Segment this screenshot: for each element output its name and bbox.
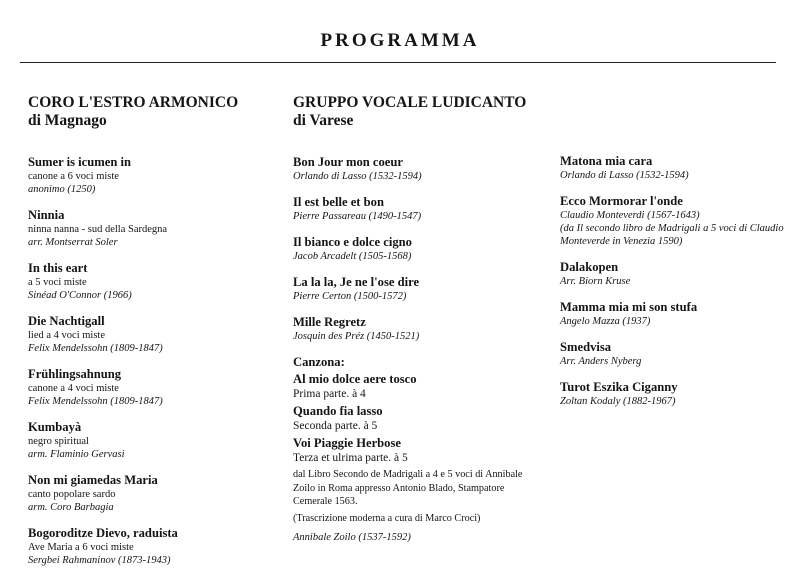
program-piece: [560, 194, 786, 248]
piece-author: Claudio Monteverdi (1567-1643): [560, 210, 700, 221]
program-piece: [28, 473, 268, 514]
program-piece: [560, 380, 786, 408]
movement-title: Voi Piaggie Herbose: [293, 436, 401, 450]
piece-author: Zoltan Kodaly (1882-1967): [560, 396, 676, 407]
piece-extra-note: (da Il secondo libro de Madrigali a 5 voci di Claudio Monteverde in Venezia 1590): [560, 223, 784, 247]
program-piece: [560, 154, 786, 182]
movement-title: Quando fia lasso: [293, 404, 383, 418]
piece-author: Pierre Certon (1500-1572): [293, 291, 407, 302]
movement-description: Terza et ulrima parte. à 5: [293, 452, 408, 464]
program-piece: [293, 235, 533, 263]
piece-description: negro spiritual: [28, 436, 89, 447]
page-title: PROGRAMMA: [320, 30, 480, 51]
program-piece: [293, 315, 533, 343]
piece-author: Arr. Biorn Kruse: [560, 276, 631, 287]
group-gruppo-vocale-ludicanto: [293, 94, 533, 544]
group-ludicanto-continued: [560, 154, 786, 420]
piece-description: canone a 4 voci miste: [28, 383, 119, 394]
group-place: di Varese: [293, 112, 354, 129]
piece-title: Bogoroditze Dievo, raduista: [28, 526, 178, 540]
group-name: GRUPPO VOCALE LUDICANTO: [293, 94, 527, 111]
group-coro-estro-armonico: [28, 94, 268, 579]
piece-title: Ecco Mormorar l'onde: [560, 194, 683, 208]
piece-author: arr. Montserrat Soler: [28, 237, 118, 248]
canzona-movement: [293, 404, 533, 433]
program-piece: [293, 275, 533, 303]
piece-title: Il bianco e dolce cigno: [293, 235, 412, 249]
piece-title: Turot Eszika Ciganny: [560, 380, 678, 394]
piece-title: Die Nachtigall: [28, 314, 105, 328]
piece-title: Kumbayà: [28, 420, 82, 434]
piece-author: arm. Coro Barbagia: [28, 502, 114, 513]
piece-title: Mille Regretz: [293, 315, 366, 329]
program-piece: [560, 340, 786, 368]
movement-description: Prima parte. à 4: [293, 388, 366, 400]
canzona-author: Annibale Zoilo (1537-1592): [293, 531, 411, 543]
group-place: di Magnago: [28, 112, 107, 129]
program-piece: [28, 208, 268, 249]
piece-title: Ninnia: [28, 208, 65, 222]
program-piece: [560, 300, 786, 328]
piece-author: Josquin des Préz (1450-1521): [293, 331, 420, 342]
piece-title: In this eart: [28, 261, 88, 275]
program-piece: [28, 314, 268, 355]
program-piece: [28, 155, 268, 196]
piece-title: Non mi giamedas Maria: [28, 473, 158, 487]
program-piece: [293, 155, 533, 183]
piece-title: Dalakopen: [560, 260, 619, 274]
piece-title: Sumer is icumen in: [28, 155, 131, 169]
piece-title: Frühlingsahnung: [28, 367, 122, 381]
piece-author: Orlando di Lasso (1532-1594): [293, 171, 422, 182]
piece-description: a 5 voci miste: [28, 277, 87, 288]
piece-description: lied a 4 voci miste: [28, 330, 105, 341]
piece-title: Mamma mia mi son stufa: [560, 300, 698, 314]
canzona-movement: [293, 436, 533, 465]
piece-author: Orlando di Lasso (1532-1594): [560, 170, 689, 181]
piece-description: Ave Maria a 6 voci miste: [28, 542, 134, 553]
piece-author: Felix Mendelssohn (1809-1847): [28, 396, 163, 407]
group-name: CORO L'ESTRO ARMONICO: [28, 94, 239, 111]
program-piece: [28, 420, 268, 461]
piece-author: Sergbei Rahmaninov (1873-1943): [28, 555, 171, 566]
piece-author: arm. Flaminio Gervasi: [28, 449, 125, 460]
piece-title: Il est belle et bon: [293, 195, 384, 209]
piece-author: Felix Mendelssohn (1809-1847): [28, 343, 163, 354]
program-piece: [28, 261, 268, 302]
canzona-movement: [293, 372, 533, 401]
piece-description: ninna nanna - sud della Sardegna: [28, 224, 168, 235]
piece-author: Pierre Passareau (1490-1547): [293, 211, 422, 222]
piece-title: Matona mia cara: [560, 154, 653, 168]
canzona-transcription-note: (Trascrizione moderna a cura di Marco Croci): [293, 512, 481, 524]
canzona-source-note: dal Libro Secondo de Madrigali a 4 e 5 voci di Annibale Zoilo in Roma appresso Antonio Blado, Stampatore Cemerale 1563.: [293, 469, 523, 507]
piece-description: canto popolare sardo: [28, 489, 116, 500]
program-piece: [293, 195, 533, 223]
movement-description: Seconda parte. à 5: [293, 420, 378, 432]
movement-title: Al mio dolce aere tosco: [293, 372, 417, 386]
program-piece: [28, 526, 268, 567]
piece-description: canone a 6 voci miste: [28, 171, 119, 182]
canzona-label: Canzona:: [293, 355, 345, 369]
piece-author: Sinéad O'Connor (1966): [28, 290, 132, 301]
piece-author: anonimo (1250): [28, 184, 96, 195]
piece-author: Jacob Arcadelt (1505-1568): [293, 251, 412, 262]
program-piece: [28, 367, 268, 408]
piece-author: Arr. Anders Nyberg: [560, 356, 642, 367]
title-divider: [20, 62, 776, 63]
piece-title: La la la, Je ne l'ose dire: [293, 275, 420, 289]
piece-author: Angelo Mazza (1937): [560, 316, 651, 327]
piece-title: Bon Jour mon coeur: [293, 155, 403, 169]
program-piece: [560, 260, 786, 288]
canzona-block: [293, 355, 533, 544]
piece-title: Smedvisa: [560, 340, 612, 354]
